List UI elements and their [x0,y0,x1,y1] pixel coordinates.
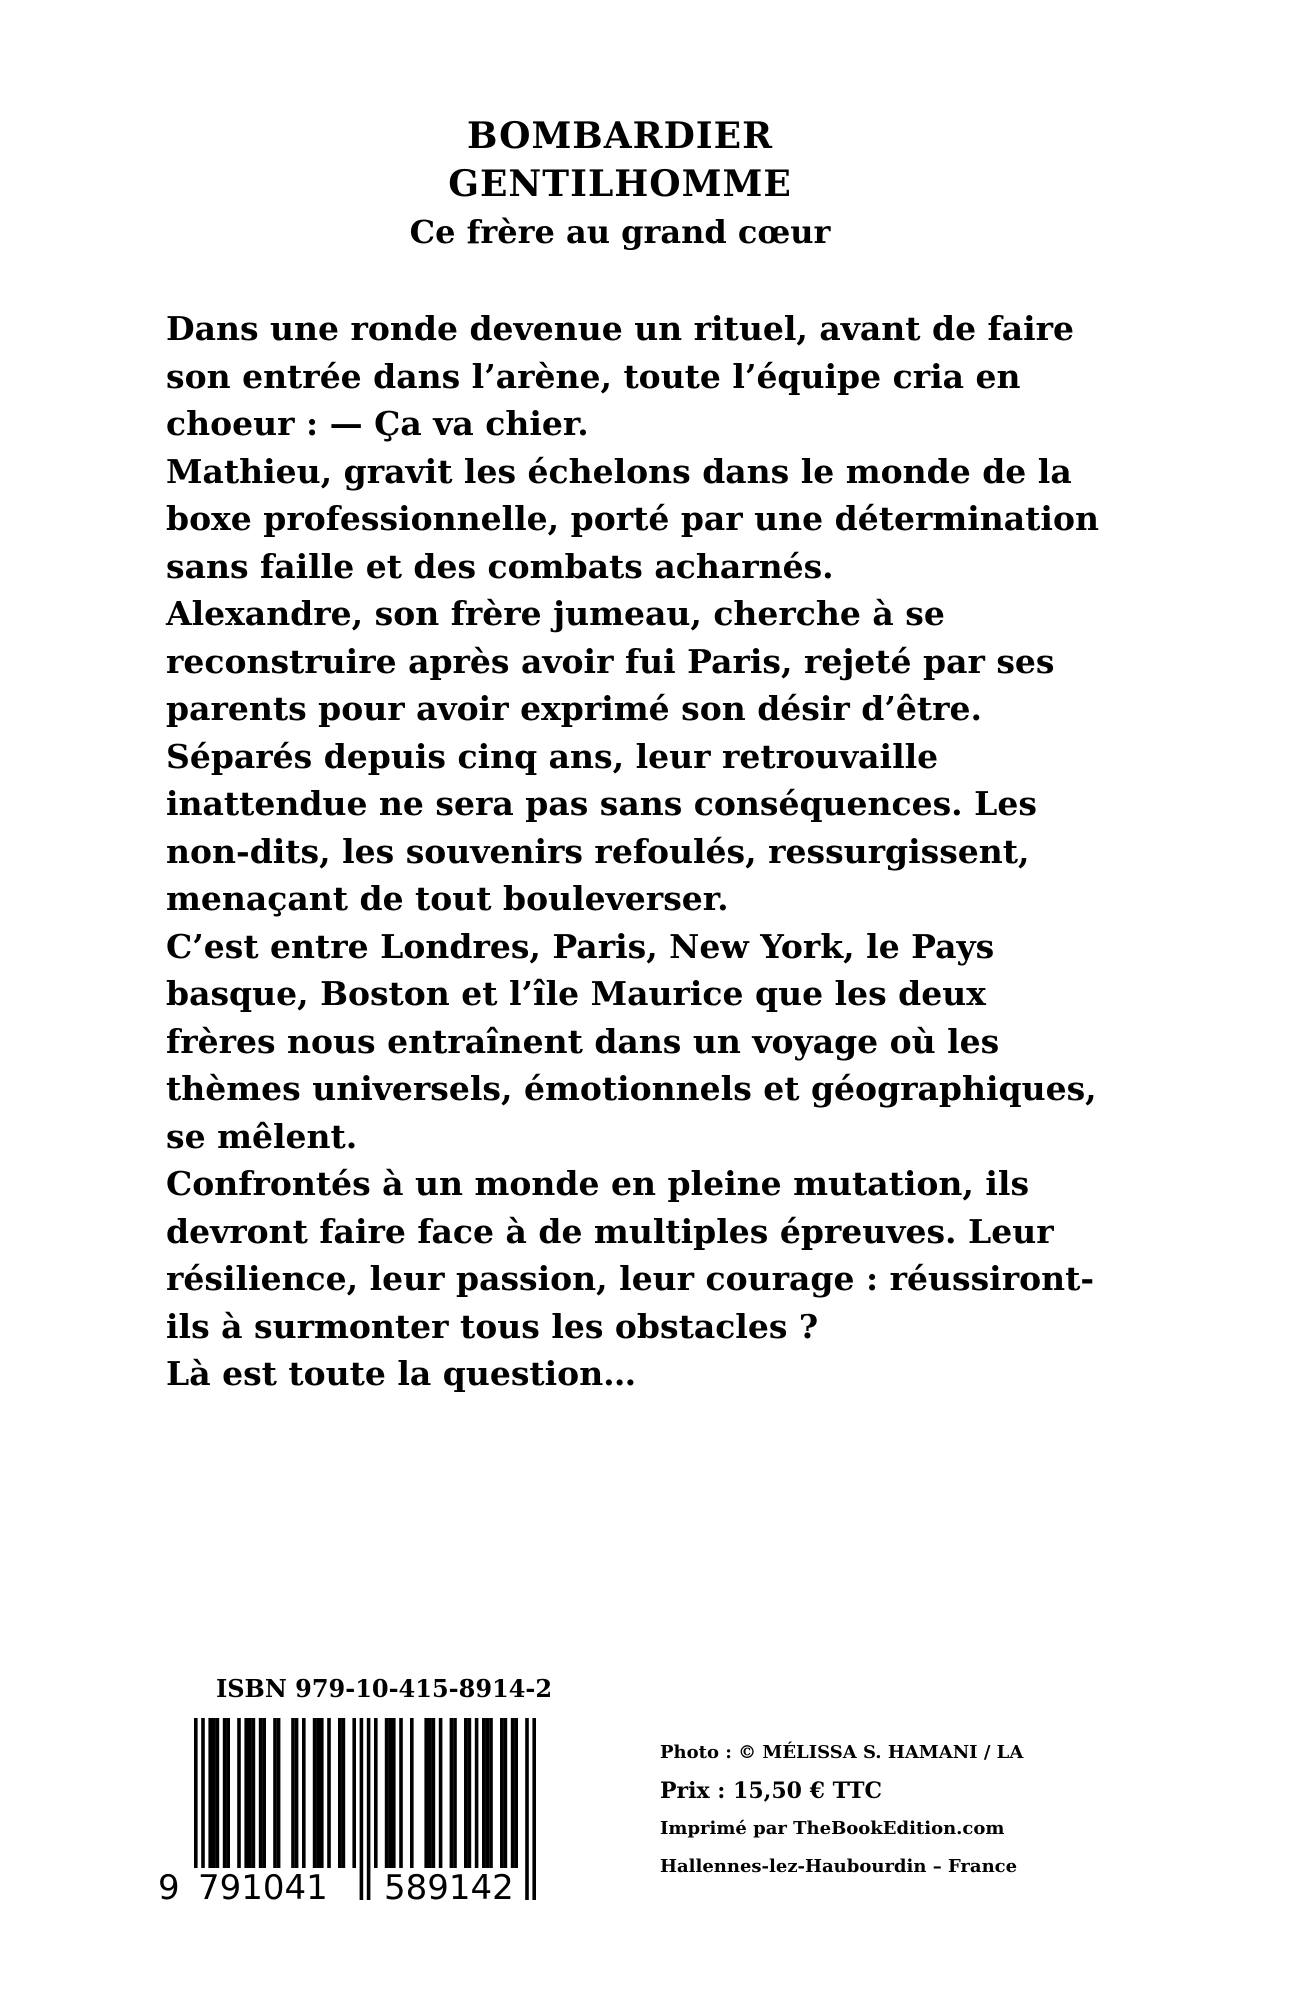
blurb-line: Dans une ronde devenue un rituel, avant de faire [166,309,1075,348]
photo-credit: Photo : © MÉLISSA S. HAMANI / LA [660,1742,1024,1763]
barcode-right-digits: 589142 [380,1868,518,1908]
title-block [0,112,1240,256]
barcode-first-digit: 9 [158,1868,184,1908]
blurb-line: menaçant de tout bouleverser. [166,879,729,918]
blurb-line: thèmes universels, émotionnels et géographiques, [166,1069,1097,1108]
printer-label: Imprimé par TheBookEdition.com [660,1818,1005,1839]
blurb-line: reconstruire après avoir fui Paris, rejeté par ses [166,641,1055,681]
blurb-line: son entrée dans l’arène, toute l’équipe cria en [166,356,1021,396]
blurb-line: choeur : — Ça va chier. [166,404,589,443]
book-title-line-1: BOMBARDIER [467,115,773,157]
blurb-line: non-dits, les souvenirs refoulés, ressurgissent, [166,831,1030,871]
blurb-line: Confrontés à un monde en pleine mutation, ils [166,1164,1030,1203]
blurb-line: boxe professionnelle, porté par une détermination [166,499,1099,538]
printer-location: Hallennes-lez-Haubourdin – France [660,1856,1018,1877]
blurb-line: résilience, leur passion, leur courage : réussiront- [166,1259,1095,1298]
barcode [158,1718,558,1908]
blurb-line: frères nous entraînent dans un voyage où les [166,1021,1000,1061]
blurb-line: se mêlent. [166,1116,358,1156]
blurb-line: Là est toute la question… [166,1354,637,1393]
blurb-line: devront faire face à de multiples épreuves. Leur [166,1211,1054,1251]
barcode-left-digits: 791041 [194,1868,332,1908]
blurb-line: inattendue ne sera pas sans conséquences. Les [166,784,1037,823]
blurb-line: Alexandre, son frère jumeau, cherche à se [166,594,945,633]
blurb-line: sans faille et des combats acharnés. [166,546,834,586]
blurb-line: basque, Boston et l’île Maurice que les deux [166,974,986,1013]
blurb-line: ils à surmonter tous les obstacles ? [166,1306,819,1346]
credits-block [660,1734,1220,1886]
isbn-label: ISBN 979-10-415-8914-2 [216,1674,553,1703]
book-subtitle: Ce frère au grand cœur [409,213,831,251]
price-label: Prix : 15,50 € TTC [660,1778,883,1804]
book-title-line-2: GENTILHOMME [448,163,792,205]
blurb-line: Mathieu, gravit les échelons dans le monde de la [166,451,1072,491]
blurb-line: C’est entre Londres, Paris, New York, le Pays [166,926,995,966]
blurb-line: parents pour avoir exprimé son désir d’être. [166,689,982,728]
blurb [166,305,1099,1398]
barcode-digits [158,1718,558,1908]
blurb-line: Séparés depuis cinq ans, leur retrouvaille [166,736,939,776]
